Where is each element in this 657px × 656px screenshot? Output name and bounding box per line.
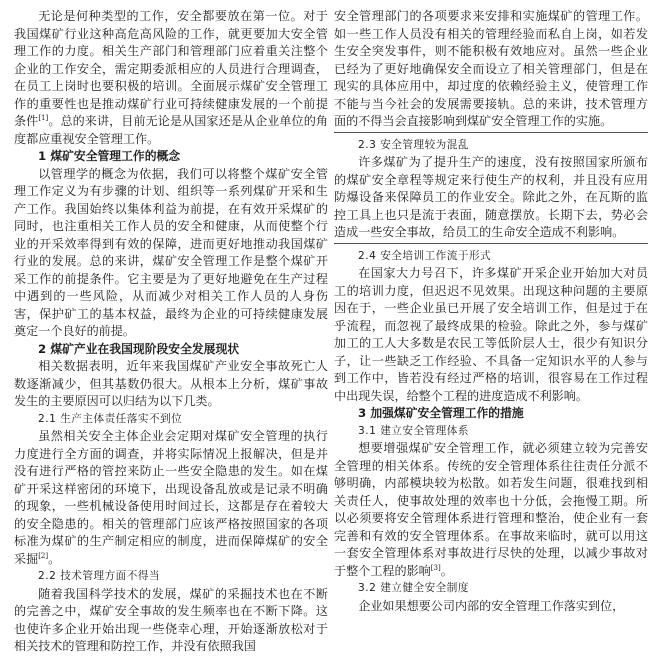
citation-ref: [3]	[430, 563, 441, 572]
subsection-heading: 3.2 建立健全安全制度	[358, 582, 469, 594]
subsection-heading: 2.3 安全管理较为混乱	[358, 138, 469, 151]
left-column	[14, 8, 328, 656]
subsection-heading: 2.2 技术管理方面不得当	[38, 570, 161, 582]
section-heading: 2 煤矿产业在我国现阶段安全发展现状	[38, 341, 240, 356]
body-paragraph	[334, 440, 648, 580]
body-paragraph: 许多煤矿为了提升生产的速度，没有按照国家所颁布的煤矿安全章程等规定来行使生产的权利，并且没有应用防爆设备来保障员工的作业安全。除此之外，在瓦斯的监控工具上也只是流于表面，随意摆放。长期下去，势必会造成一些安全事故，给员工的生命安全造成不利影响。	[334, 155, 648, 239]
body-paragraph: 企业如果想要公司内部的安全管理工作落实到位，	[358, 598, 625, 613]
body-paragraph	[14, 8, 328, 148]
section-heading: 3 加强煤矿安全管理工作的措施	[358, 406, 524, 420]
subsection-heading: 2.1 生产主体责任落实不到位	[38, 412, 183, 425]
citation-ref: [2]	[38, 551, 49, 560]
paragraph-text: 。	[48, 551, 61, 566]
body-paragraph: 安全管理部门的各项要求来安排和实施煤矿的管理工作。如一些工作人员没有相关的管理经验而私自上岗，如若发生安全突发事件，则不能积极有效地应对。虽然一些企业已经为了更好地确保安全而设立了相关管理部门，但是在现实的具体应用中，却过度的依赖经验主义，使管理工作不能与当今社会的发展需要接轨。总的来讲，技术管理方面的不得当会直接影响到煤矿安全管理工作的实施。	[334, 9, 648, 128]
citation-ref: [1]	[38, 113, 49, 122]
right-column	[334, 8, 648, 615]
subsection-heading: 2.4 安全培训工作流于形式	[358, 249, 492, 262]
section-divider	[334, 132, 648, 133]
body-paragraph: 随着我国科学技术的发展，煤矿的采掘技术也在不断的完善之中，煤矿安全事故的发生频率也在不断下降。这也使许多企业开始出现一些侥幸心理，开始逐渐放松对于相关技术的管理和防控工作，并没有依照我国	[14, 586, 328, 653]
section-heading: 1 煤矿安全管理工作的概念	[38, 149, 181, 163]
paragraph-text: 想要增强煤矿安全管理工作，就必须建立较为完善安全管理的相关体系。传统的安全管理体系往往责任分派不够明确，内部模块较为松散。如若发生问题，很难找到相关责任人，使事故处理的效率也十分低，会拖慢工期。所以必须要将安全管理体系进行管理和整治，使企业有一套完善和有效的安全管理体系。在事故来临时，就可以用这一套安全管理体系对事故进行尽快的处理，以减少事故对于整个工程的影响	[334, 441, 648, 578]
paragraph-text: 。总的来讲，目前无论是从国家还是从企业单位的角度都应重视安全管理工作。	[14, 114, 328, 146]
body-paragraph	[14, 428, 328, 568]
paragraph-text: 无论是何种类型的工作，安全都要放在第一位。对于我国煤矿行业这种高危高风险的工作，就更要加大安全管理工作的力度。相关生产部门和管理部门应着重关注整个企业的工作安全，需定期委派相应的人员进行合理调查，在员工上岗时也要积极的培训。全面展示煤矿安全管理工作的重要性也是推动煤矿行业可持续健康发展的一个前提条件	[14, 9, 328, 128]
paragraph-text: 虽然相关安全主体企业会定期对煤矿安全管理的执行力度进行全方面的调查，并将实际情况上报解决，但是并没有进行严格的管控来防止一些安全隐患的发生。如在煤矿开采这样密闭的环境下，出现设备乱放或是记录不明确的现象，一些机械设备使用时间过长，这都是存在着较大的安全隐患的。相关的管理部门应该严格按照国家的各项标准为煤矿的生产制定相应的制度，进而保障煤矿的安全采掘	[14, 429, 328, 566]
body-paragraph: 相关数据表明，近年来我国煤矿产业安全事故死亡人数逐渐减少，但其基数仍很大。从根本上分析，煤矿事故发生的主要原因可以归结为以下几类。	[14, 359, 328, 408]
section-divider	[334, 243, 648, 244]
body-paragraph: 以管理学的概念为依据，我们可以将整个煤矿安全管理工作定义为有步骤的计划、组织等一系列煤矿开采和生产工作。我国始终以集体利益为前提，在有效开采煤矿的同时，也注重相关工作人员的安全和健康，从而使整个行业的开采效率得到有效的保障，进而更好地推动我国煤矿行业的发展。总的来讲，煤矿安全管理工作是整个煤矿开采工作的前提条件。它主要是为了更好地避免在生产过程中遇到的一些风险，从而减少对相关工作人员的人身伤害，保护矿工的基本权益，最终为企业的可持续健康发展奠定一个良好的前提。	[14, 166, 328, 338]
subsection-heading: 3.1 建立安全管理体系	[358, 424, 469, 437]
paragraph-text: 。	[440, 563, 453, 578]
body-paragraph: 在国家大力号召下，许多煤矿开采企业开始加大对员工的培训力度，但迟迟不见效果。出现这种问题的主要原因在于，一些企业虽已开展了安全培训工作，但是过于在乎流程，而忽视了最终成果的检验。除此之外，参与煤矿加工的工人大多数是农民工等低阶层人士，很少有知识分子，让一些缺乏工作经验、不具备一定知识水平的人参与到工作中，皆若没有经过严格的培训，很容易在工作过程中出现失误，给整个工程的进度造成不利影响。	[334, 266, 648, 403]
